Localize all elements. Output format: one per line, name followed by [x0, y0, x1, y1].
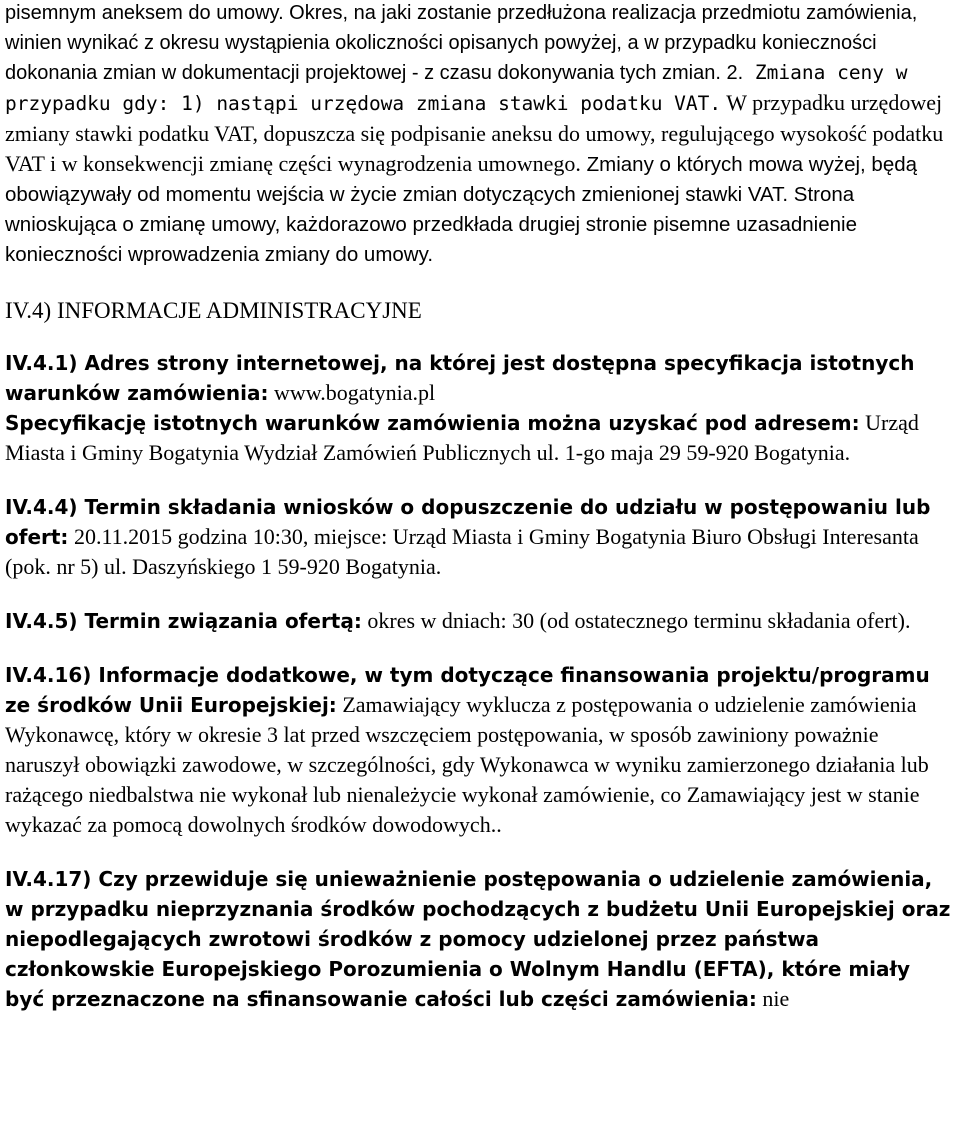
label-4-4-4: IV.4.4) Termin składania wniosków o dopuszczenie do udziału w postępowaniu lub ofert: [5, 495, 931, 549]
value-4-4-1-b: Urząd Miasta i Gminy Bogatynia Wydział Zamówień Publicznych ul. 1-go maja 29 59-920 Bogatynia. [5, 410, 919, 465]
intro-text-1: pisemnym aneksem do umowy. Okres, na jaki zostanie przedłużona realizacja przedmiotu zamówienia, winien wynikać z okresu wystąpienia okoliczności opisanych powyżej, a w przypadku konieczności dokonania zmian w dokumentacji projektowej - z czasu dokonywania tych zmian. 2. [5, 2, 918, 84]
section-heading: IV.4) INFORMACJE ADMINISTRACYJNE [5, 298, 422, 323]
label-4-4-1-b: Specyfikację istotnych warunków zamówienia można uzyskać pod adresem: [5, 411, 860, 435]
label-4-4-5: IV.4.5) Termin związania ofertą: [5, 609, 362, 633]
section-4-4-17 [5, 864, 955, 1014]
label-4-4-1: IV.4.1) Adres strony internetowej, na której jest dostępna specyfikacja istotnych warunków zamówienia: [5, 351, 915, 405]
value-4-4-17: nie [756, 986, 790, 1011]
value-4-4-1: www.bogatynia.pl [268, 380, 436, 405]
intro-text-3: W przypadku urzędowej zmiany stawki podatku VAT, dopuszcza się podpisanie aneksu do umowy, regulującego wysokość podatku VAT i w konsekwencji zmianę części wynagrodzenia umownego. [5, 90, 944, 176]
section-4-4-1 [5, 348, 955, 468]
document-page [5, 0, 955, 1014]
label-4-4-16: IV.4.16) Informacje dodatkowe, w tym dotyczące finansowania projektu/programu ze środków Unii Europejskiej: [5, 663, 930, 717]
intro-paragraph [5, 0, 955, 270]
section-4-4-4 [5, 492, 955, 582]
value-4-4-5: okres w dniach: 30 (od ostatecznego terminu składania ofert). [361, 608, 911, 633]
value-4-4-16: Zamawiający wyklucza z postępowania o udzielenie zamówienia Wykonawcę, który w okresie 3 lat przed wszczęciem postępowania, w sposób zawiniony poważnie naruszył obowiązki zawodowe, w szczególności, gdy Wykonawca w wyniku zamierzonego działania lub rażącego niedbalstwa nie wykonał lub nienależycie wykonał zamówienie, co Zamawiający jest w stanie wykazać za pomocą dowolnych środków dowodowych.. [5, 692, 929, 837]
value-4-4-4: 20.11.2015 godzina 10:30, miejsce: Urząd Miasta i Gminy Bogatynia Biuro Obsługi Interesanta (pok. nr 5) ul. Daszyńskiego 1 59-920 Bogatynia. [5, 524, 919, 579]
intro-text-4: Zmiany o których mowa wyżej, będą obowiązywały od momentu wejścia w życie zmian dotyczących zmienionej stawki VAT. Strona wnioskująca o zmianę umowy, każdorazowo przedkłada drugiej stronie pisemne uzasadnienie konieczności wprowadzenia zmiany do umowy. [5, 153, 918, 266]
label-4-4-17: IV.4.17) Czy przewiduje się unieważnienie postępowania o udzielenie zamówienia, w przypadku nieprzyznania środków pochodzących z budżetu Unii Europejskiej oraz niepodlegających zwrotowi środków z pomocy udzielonej przez państwa członkowskie Europejskiego Porozumienia o Wolnym Handlu (EFTA), które miały być przeznaczone na sfinansowanie całości lub części zamówienia: [5, 867, 951, 1011]
section-4-4-16 [5, 660, 955, 840]
intro-text-2: Zmiana ceny w przypadku gdy: 1) nastąpi urzędowa zmiana stawki podatku VAT. [5, 61, 908, 115]
section-4-4-5 [5, 606, 955, 636]
